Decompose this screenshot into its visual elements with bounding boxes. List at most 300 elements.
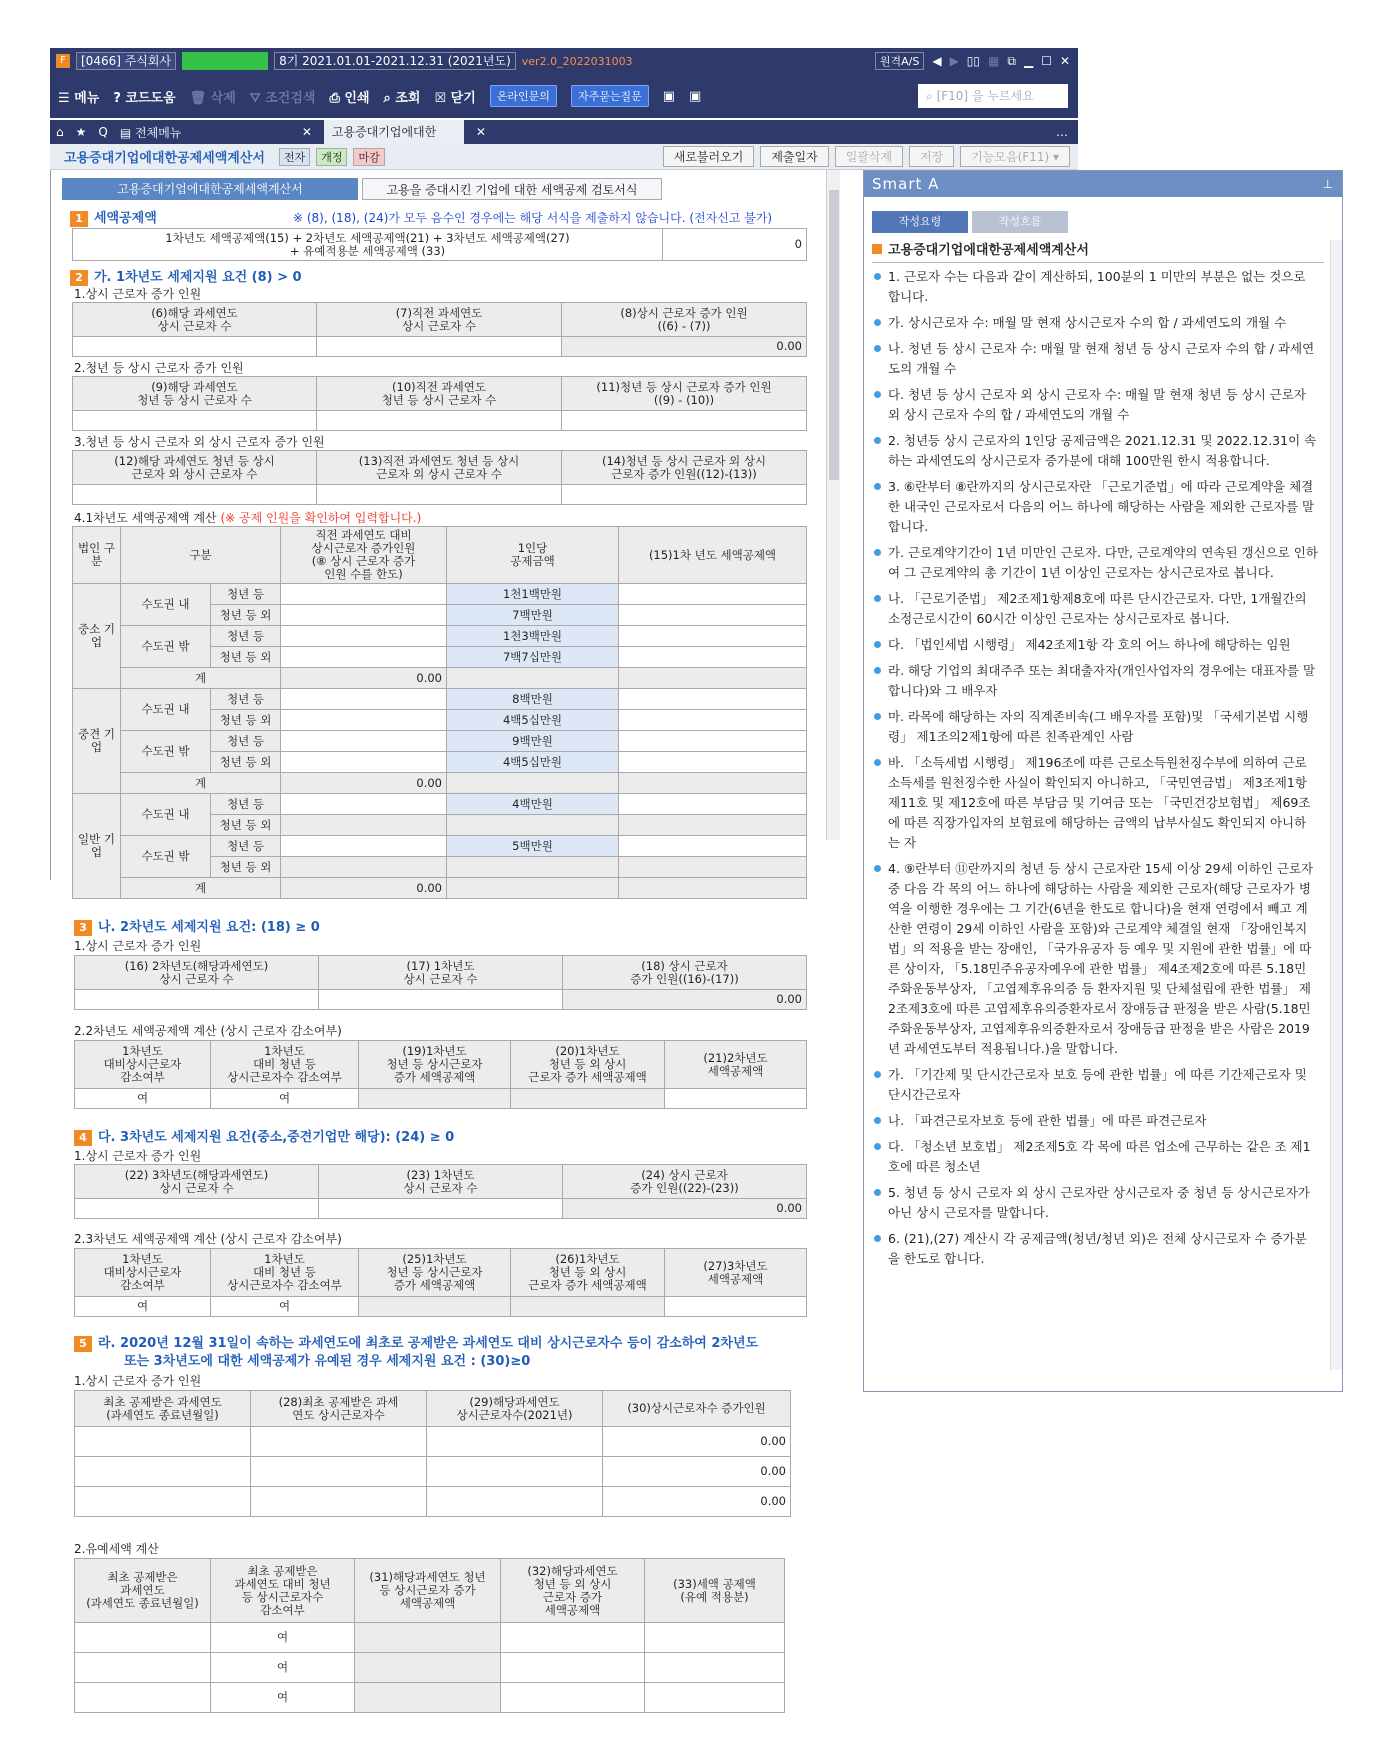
- sec4-number: 4: [74, 1130, 92, 1146]
- h9-line2: 청년 등 상시 근로자 수: [137, 392, 252, 407]
- c19: [359, 1041, 511, 1089]
- c27: [665, 1249, 807, 1297]
- mid-in-nonyouth-credit: [619, 710, 807, 731]
- c25-l1: (25)1차년도: [402, 1252, 467, 1266]
- h29-l1: (29)해당과세연도: [469, 1394, 560, 1409]
- bullet-dot-icon: [874, 549, 881, 556]
- h22: [75, 1165, 319, 1199]
- credit-table: [72, 526, 807, 899]
- h8: [562, 303, 807, 337]
- sec2-table1: [72, 302, 807, 357]
- h28-l2: 연도 상시근로자수: [292, 1407, 385, 1422]
- v30-2: 0.00: [603, 1457, 791, 1487]
- h14: [562, 451, 807, 485]
- smart-item: [872, 753, 1318, 853]
- smart-item: [872, 431, 1318, 471]
- v29-2[interactable]: [427, 1457, 603, 1487]
- close-label: 닫기: [450, 90, 476, 106]
- sec2-sub1: 1.상시 근로자 증가 인원: [74, 287, 202, 301]
- sme-total: 계: [121, 668, 281, 689]
- h12: [73, 451, 317, 485]
- smart-item: [872, 267, 1318, 307]
- gen-out-nonyouth-count: [281, 857, 447, 878]
- smart-title-text: 고용증대기업에대한공제세액계산서: [888, 243, 1089, 258]
- sec3-number: 3: [74, 920, 92, 936]
- minimize-icon[interactable]: ▁: [1023, 54, 1034, 68]
- gen-out-youth-count[interactable]: [281, 836, 447, 857]
- bullet-dot-icon: [874, 391, 881, 398]
- sme-total-count: 0.00: [281, 668, 447, 689]
- form-subtabs: [62, 178, 762, 200]
- v8: 0.00: [562, 337, 807, 357]
- mid-in-nonyouth-amount: 4백5십만원: [447, 710, 619, 731]
- bullet-dot-icon: [874, 641, 881, 648]
- search-icon: ⌕: [926, 89, 933, 103]
- th-prev-l4: 인원 수를 한도): [324, 567, 403, 581]
- online-inquiry-button[interactable]: 온라인문의: [490, 85, 557, 107]
- d1-l1: 1차년도: [122, 1252, 163, 1266]
- h14-line1: (14)청년 등 상시 근로자 외 상시: [601, 453, 767, 468]
- smart-header: [864, 171, 1342, 197]
- smart-item: [872, 635, 1318, 655]
- star-icon[interactable]: ★: [75, 125, 87, 139]
- sec4-table1: [74, 1164, 807, 1219]
- v25: [359, 1297, 511, 1317]
- first-year-1[interactable]: [75, 1427, 251, 1457]
- v33-3: [645, 1683, 785, 1713]
- gen-out-nonyouth-credit: [619, 857, 807, 878]
- h13-line1: (13)직전 과세연도 청년 등 상시: [358, 453, 520, 468]
- h29-l2: 상시근로자수(2021년): [456, 1407, 573, 1422]
- v6-input[interactable]: [73, 337, 317, 357]
- v31-3: [355, 1683, 501, 1713]
- question-icon: ?: [113, 90, 121, 106]
- h16-l2: 상시 근로자 수: [159, 971, 234, 986]
- search-input[interactable]: [918, 84, 1068, 108]
- sme-total-credit: [619, 668, 807, 689]
- bullet-dot-icon: [874, 713, 881, 720]
- maximize-icon[interactable]: ☐: [1041, 54, 1052, 68]
- close-button[interactable]: [434, 87, 475, 106]
- h28: [251, 1391, 427, 1427]
- sme-out-youth-count[interactable]: [281, 626, 447, 647]
- defer-year-3[interactable]: [75, 1683, 211, 1713]
- sme-in-nonyouth-count[interactable]: [281, 605, 447, 626]
- sec4-heading: [74, 1126, 454, 1146]
- c26-l2: 청년 등 외 상시: [548, 1265, 627, 1279]
- sec5-sub2: 2.유예세액 계산: [74, 1542, 159, 1556]
- sec5-table1: [74, 1390, 791, 1517]
- c26-l3: 근로자 증가 세액공제액: [528, 1278, 647, 1292]
- smart-item: [872, 589, 1318, 629]
- more-icon[interactable]: …: [1056, 125, 1068, 139]
- smart-item-text: 나. 「근로기준법」 제2조제1항제8호에 따른 단시간근로자. 다만, 1개월간의 소정근로시간이 60시간 이상인 근로자는 상시근로자로 봅니다.: [888, 591, 1307, 626]
- gen-total: 계: [121, 878, 281, 899]
- defer-decrease-1[interactable]: 여: [211, 1623, 355, 1653]
- h11-line1: (11)청년 등 상시 근로자 증가 인원: [596, 379, 772, 394]
- g32: [501, 1559, 645, 1623]
- smart-tabs: [872, 211, 1068, 233]
- sec1-formula-line2: + 유예적용분 세액공제액 (33): [289, 243, 446, 258]
- v31-1: [355, 1623, 501, 1653]
- bullet-dot-icon: [874, 345, 881, 352]
- search-small-icon[interactable]: Q: [98, 125, 108, 139]
- sec1-formula-line1: 1차년도 세액공제액(15) + 2차년도 세액공제액(21) + 3차년도 세액공제액(27): [165, 230, 570, 245]
- lookup-button[interactable]: [384, 87, 421, 106]
- h23-l1: (23) 1차년도: [406, 1167, 475, 1182]
- v32-1: [501, 1623, 645, 1653]
- c2-l2: 대비 청년 등: [253, 1057, 316, 1071]
- v26: [511, 1297, 665, 1317]
- sec3-decrease1[interactable]: 여: [75, 1089, 211, 1109]
- h13-line2: 근로자 외 상시 근로자 수: [376, 466, 502, 481]
- mid-total-amount: [447, 773, 619, 794]
- sec2-heading: [70, 266, 302, 286]
- sec3-title: 나. 2차년도 세제지원 요건: (18) ≥ 0: [98, 920, 320, 935]
- h22-l1: (22) 3차년도(해당과세연도): [124, 1167, 269, 1182]
- gen-in-youth-credit: [619, 794, 807, 815]
- d1-l2: 대비상시근로자: [103, 1265, 182, 1279]
- c1: [75, 1041, 211, 1089]
- h6-line1: (6)해당 과세연도: [151, 305, 238, 320]
- smart-tab-guide[interactable]: 작성요령: [872, 211, 968, 233]
- smart-scrollbar[interactable]: [1330, 240, 1342, 1370]
- remote-support-button[interactable]: 원격A/S: [875, 52, 924, 70]
- first-year-3[interactable]: [75, 1487, 251, 1517]
- bulk-delete-button[interactable]: 일괄삭제: [835, 146, 903, 167]
- v7-input[interactable]: [317, 337, 562, 357]
- smart-item-text: 1. 근로자 수는 다음과 같이 계산하되, 100분의 1 미만의 부분은 없는 것으로 합니다.: [888, 269, 1306, 304]
- smart-item: [872, 707, 1318, 747]
- g31-l2: 등 상시근로자 증가: [379, 1583, 476, 1597]
- smart-title: [872, 239, 1324, 263]
- g1-l2: 과세연도: [120, 1583, 165, 1597]
- sec4-title: 다. 3차년도 세제지원 요건(중소,중견기업만 해당): (24) ≥ 0: [98, 1130, 455, 1145]
- v29-3[interactable]: [427, 1487, 603, 1517]
- h8-line2: ((6) - (7)): [657, 318, 711, 333]
- mid-in-youth-credit: [619, 689, 807, 710]
- sme-out-nonyouth-count[interactable]: [281, 647, 447, 668]
- delete-button[interactable]: [190, 87, 236, 106]
- bullet-dot-icon: [874, 437, 881, 444]
- smart-tab-flow[interactable]: 작성흐름: [972, 211, 1068, 233]
- code-help-button[interactable]: [113, 87, 175, 106]
- sme-out-nonyouth-credit: [619, 647, 807, 668]
- mid-total-count: 0.00: [281, 773, 447, 794]
- tab-active-close-icon[interactable]: ✕: [475, 125, 486, 139]
- v33-1: [645, 1623, 785, 1653]
- th-corp: 법인 구분: [73, 527, 121, 584]
- bullet-dot-icon: [874, 865, 881, 872]
- bullet-square-icon: [872, 244, 882, 254]
- tag-revised: 개정: [316, 148, 347, 166]
- bullet-dot-icon: [874, 667, 881, 674]
- mid-in-youth-amount: 8백만원: [447, 689, 619, 710]
- function-menu-button[interactable]: 기능모음(F11) ▾: [960, 146, 1070, 167]
- gen-in-nonyouth: 청년 등 외: [211, 815, 281, 836]
- gen-in-youth-count[interactable]: [281, 794, 447, 815]
- search-placeholder: [F10] 을 누르세요: [936, 89, 1034, 103]
- v32-2: [501, 1653, 645, 1683]
- close-window-icon[interactable]: ✕: [1059, 54, 1070, 68]
- g32-l1: (32)해당과세연도: [527, 1563, 618, 1578]
- gen-in-nonyouth-credit: [619, 815, 807, 836]
- sec2-sub4-label: 4.1차년도 세액공제액 계산: [74, 511, 217, 525]
- subtab-calc[interactable]: 고용증대기업에대한공제세액계산서: [62, 178, 358, 200]
- g1: [75, 1559, 211, 1623]
- sme-out-youth: 청년 등: [211, 626, 281, 647]
- sec1-value[interactable]: 0: [663, 229, 807, 261]
- save-button[interactable]: 저장: [909, 146, 954, 167]
- pin-icon[interactable]: ⊥: [1322, 177, 1334, 191]
- th-15: (15)1차 년도 세액공제액: [619, 527, 807, 584]
- th-per-l1: 1인당: [517, 541, 548, 555]
- mid-in-nonyouth-count[interactable]: [281, 710, 447, 731]
- gen-in-nonyouth-amount: [447, 815, 619, 836]
- sec1-note: ※ (8), (18), (24)가 모두 음수인 경우에는 해당 서식을 제출하지 않습니다. (전자신고 불가): [293, 211, 773, 225]
- smart-item-text: 가. 「기간제 및 단시간근로자 보호 등에 관한 법률」에 따른 기간제근로자 및 단시간근로자: [888, 1067, 1307, 1102]
- form-scrollbar[interactable]: [826, 170, 840, 840]
- bullet-dot-icon: [874, 319, 881, 326]
- c1-l1: 1차년도: [122, 1044, 163, 1058]
- hamburger-icon: ☰: [58, 90, 70, 106]
- print-button[interactable]: [329, 87, 369, 106]
- tab-all-menu[interactable]: [120, 124, 290, 141]
- sme-in-youth-amount: 1천1백만원: [447, 584, 619, 605]
- h16-l1: (16) 2차년도(해당과세연도): [124, 958, 269, 973]
- v19: [359, 1089, 511, 1109]
- sec4-decrease2[interactable]: 여: [211, 1297, 359, 1317]
- mid-out-nonyouth-credit: [619, 752, 807, 773]
- defer-decrease-3[interactable]: 여: [211, 1683, 355, 1713]
- mid-in-youth: 청년 등: [211, 689, 281, 710]
- smart-item-text: 4. ⑨란부터 ⑪란까지의 청년 등 상시 근로자란 15세 이상 29세 이하인 근로자 중 다음 각 목의 어느 하나에 해당하는 사람을 제외한 근로자(해당 근로자가 병역을 이행한 경우에는 그 기간(6년을 한도로 합니다)을 현재 연령에서 빼고 계산한 연령이 29세 이하인 사람을 포함)와 근로계약 체결일 현재 「장애인복지법」의 적용을 받는 장애인, 「국가유공자 등 예우 및 지원에 관한 법률」에 따른 상이자, 「5.18민주유공자예우에 관한 법률」 제4조제2호에 따른 5.18민주화운동부상자, 「고엽제후유의증 등 환자지원 및 단체설립에 관한 법률」 제2조제3호에 따른 고엽제후유의증환자로서 장애등급 판정을 받은 사람(5.18민주화운동부상자, 고엽제후유의증환자로서 장애등급 판정을 받은 사람은 2019년 과세연도부터 적용됩니다.)을 말합니다.: [888, 861, 1314, 1056]
- v28-3[interactable]: [251, 1487, 427, 1517]
- smart-item-text: 6. (21),(27) 계산시 각 공제금액(청년/청년 외)은 전체 상시근로자 수 증가분을 한도로 합니다.: [888, 1231, 1307, 1266]
- sec2-number: 2: [70, 270, 88, 286]
- sme-metro-in: 수도권 내: [121, 584, 211, 626]
- sec3-sub2: 2.2차년도 세액공제액 계산 (상시 근로자 감소여부): [74, 1024, 342, 1038]
- smart-panel: [863, 170, 1343, 1392]
- first-year-2[interactable]: [75, 1457, 251, 1487]
- c19-l1: (19)1차년도: [402, 1044, 467, 1058]
- e1-l1: 최초 공제받은 과세연도: [103, 1394, 222, 1409]
- h10-line2: 청년 등 상시 근로자 수: [381, 392, 497, 407]
- sec3-decrease2[interactable]: 여: [211, 1089, 359, 1109]
- sec2-sub4-note: (※ 공제 인원을 확인하여 입력합니다.): [220, 511, 422, 525]
- reload-button[interactable]: 새로불러오기: [663, 146, 755, 167]
- c20-l3: 근로자 증가 세액공제액: [528, 1070, 647, 1084]
- smart-item-text: 나. 청년 등 상시 근로자 수: 매월 말 현재 청년 등 상시 근로자 수의 합 / 과세연도의 개월 수: [888, 341, 1315, 376]
- tab-close-icon[interactable]: ✕: [301, 125, 312, 139]
- gen-metro-out: 수도권 밖: [121, 836, 211, 878]
- g33-l2: (유예 적용분): [680, 1589, 749, 1604]
- sec1-title: 세액공제액: [94, 211, 157, 226]
- v33-2: [645, 1653, 785, 1683]
- subtab-review[interactable]: 고용을 증대시킨 기업에 대한 세액공제 검토서식: [362, 178, 662, 200]
- v28-1[interactable]: [251, 1427, 427, 1457]
- company-name-bar: [182, 52, 268, 70]
- gen-out-youth-amount: 5백만원: [447, 836, 619, 857]
- smart-item-text: 가. 근로계약기간이 1년 미만인 근로자. 다만, 근로계약의 연속된 갱신으로 인하여 그 근로계약의 총 기간이 1년 이상인 근로자는 상시근로자로 봅니다.: [888, 545, 1318, 580]
- g2-l1: 최초 공제받은: [247, 1563, 318, 1578]
- home-icon[interactable]: ⌂: [56, 125, 64, 139]
- bullet-dot-icon: [874, 483, 881, 490]
- h12-line2: 근로자 외 상시 근로자 수: [131, 466, 258, 481]
- bullet-dot-icon: [874, 1071, 881, 1078]
- h28-l1: (28)최초 공제받은 과세: [278, 1394, 399, 1409]
- smart-item: [872, 339, 1318, 379]
- h11: [562, 377, 807, 411]
- h7-line2: 상시 근로자 수: [402, 318, 476, 333]
- company-code[interactable]: [0466] 주식회사: [76, 52, 176, 70]
- mid-metro-in: 수도권 내: [121, 689, 211, 731]
- back-arrow-icon[interactable]: ◀: [932, 54, 942, 68]
- submit-date-button[interactable]: 제출일자: [760, 146, 828, 167]
- v10-input[interactable]: [317, 411, 562, 431]
- th-prev-l1: 직전 과세연도 대비: [315, 528, 412, 542]
- v22-input[interactable]: [75, 1199, 319, 1219]
- list-icon: ▤: [119, 125, 132, 140]
- th-prev-l2: 상시근로자 증가인원: [311, 541, 416, 555]
- smart-item-text: 다. 청년 등 상시 근로자 외 상시 근로자 수: 매월 말 현재 청년 등 상시 근로자 외 상시 근로자 수의 합 / 과세연도의 개월 수: [888, 387, 1306, 422]
- smart-item: [872, 477, 1318, 537]
- g2-l4: 감소여부: [260, 1602, 305, 1617]
- sme-out-nonyouth: 청년 등 외: [211, 647, 281, 668]
- bullet-dot-icon: [874, 595, 881, 602]
- row-gen: 일반 기업: [73, 794, 121, 899]
- layout1-icon[interactable]: ▣: [662, 88, 675, 104]
- sec4-sub1: 1.상시 근로자 증가 인원: [74, 1149, 202, 1163]
- smart-item-text: 다. 「법인세법 시행령」 제42조제1항 각 호의 어느 하나에 해당하는 임원: [888, 637, 1291, 652]
- grid-icon[interactable]: ▦: [988, 54, 1000, 68]
- sec5-heading: [74, 1332, 758, 1352]
- c26: [511, 1249, 665, 1297]
- mid-out-youth-credit: [619, 731, 807, 752]
- smart-item: [872, 1065, 1318, 1105]
- smart-item-text: 3. ⑥란부터 ⑧란까지의 상시근로자란 「근로기준법」에 따라 근로계약을 체결한 내국인 근로자로서 다음의 어느 하나에 해당하는 사람을 제외한 근로자를 말합니다.: [888, 479, 1315, 534]
- forward-arrow-icon[interactable]: ▶: [949, 54, 959, 68]
- v29-1[interactable]: [427, 1427, 603, 1457]
- mid-out-youth-amount: 9백만원: [447, 731, 619, 752]
- h12-line1: (12)해당 과세연도 청년 등 상시: [114, 453, 275, 468]
- th-kind: 구분: [121, 527, 281, 584]
- sme-in-youth: 청년 등: [211, 584, 281, 605]
- smart-item: [872, 1229, 1318, 1269]
- sec2-sub2: 2.청년 등 상시 근로자 증가 인원: [74, 361, 244, 375]
- h17: [319, 956, 563, 990]
- g1-l3: (과세연도 종료년월일): [86, 1596, 199, 1610]
- smart-item-text: 바. 「소득세법 시행령」 제196조에 따른 근로소득원천징수부에 의하여 근로소득세를 원천징수한 사실이 확인되지 아니하고, 「국민연금법」 제3조제1항제11호 및 제12호에 따른 부담금 및 기여금 또는 「국민건강보험법」 제69조에 따른 직장가입자의 보험료에 해당하는 금액의 납부사실도 확인되지 아니하는 자: [888, 755, 1311, 850]
- sec1-heading: [70, 207, 157, 227]
- defer-year-1[interactable]: [75, 1623, 211, 1653]
- defer-year-2[interactable]: [75, 1653, 211, 1683]
- g33-l1: (33)세액 공제액: [673, 1576, 756, 1591]
- h6: [73, 303, 317, 337]
- h10-line1: (10)직전 과세연도: [392, 379, 486, 394]
- sec3-sub1: 1.상시 근로자 증가 인원: [74, 939, 202, 953]
- fiscal-period[interactable]: 8기 2021.01.01-2021.12.31 (2021년도): [274, 52, 516, 70]
- filter-button[interactable]: [250, 87, 316, 106]
- h7: [317, 303, 562, 337]
- v17-input[interactable]: [319, 990, 563, 1010]
- v23-input[interactable]: [319, 1199, 563, 1219]
- printer-icon: ⎙: [329, 90, 340, 106]
- d2-l3: 상시근로자수 감소여부: [227, 1278, 342, 1292]
- mid-in-youth-count[interactable]: [281, 689, 447, 710]
- h9: [73, 377, 317, 411]
- sme-in-nonyouth-amount: 7백만원: [447, 605, 619, 626]
- sec2-table3: [72, 450, 807, 505]
- mid-total-credit: [619, 773, 807, 794]
- sec2-sub4: [74, 509, 421, 526]
- filter-icon: ⛛: [249, 90, 261, 106]
- sme-in-youth-count[interactable]: [281, 584, 447, 605]
- window-icon[interactable]: ⧉: [1007, 53, 1016, 68]
- v11: [562, 411, 807, 431]
- h30: (30)상시근로자수 증가인원: [603, 1391, 791, 1427]
- smart-item: [872, 1111, 1318, 1131]
- row-mid: 중견 기업: [73, 689, 121, 794]
- e1-l2: (과세연도 종료년월일): [106, 1407, 219, 1422]
- bullet-dot-icon: [874, 1189, 881, 1196]
- c20-l2: 청년 등 외 상시: [548, 1057, 627, 1071]
- v28-2[interactable]: [251, 1457, 427, 1487]
- c19-l2: 청년 등 상시근로자: [386, 1057, 483, 1071]
- defer-decrease-2[interactable]: 여: [211, 1653, 355, 1683]
- code-help-label: 코드도움: [125, 90, 176, 106]
- faq-button[interactable]: 자주묻는질문: [571, 85, 649, 107]
- v16-input[interactable]: [75, 990, 319, 1010]
- g2: [211, 1559, 355, 1623]
- menu-button[interactable]: [58, 87, 99, 106]
- sec4-table2: [74, 1248, 807, 1317]
- h23-l2: 상시 근로자 수: [403, 1180, 478, 1195]
- form-title: 고용증대기업에대한공제세액계산서: [64, 151, 265, 166]
- layout2-icon[interactable]: ▣: [689, 88, 702, 104]
- v13-input[interactable]: [317, 485, 562, 505]
- title-bar: [50, 48, 1078, 74]
- sec4-decrease1[interactable]: 여: [75, 1297, 211, 1317]
- c21: [665, 1041, 807, 1089]
- gen-out-nonyouth: 청년 등 외: [211, 857, 281, 878]
- h29: [427, 1391, 603, 1427]
- c20-l1: (20)1차년도: [555, 1044, 620, 1058]
- smart-item: [872, 1183, 1318, 1223]
- c25: [359, 1249, 511, 1297]
- book-icon[interactable]: ▯▯: [966, 54, 981, 68]
- th-per: [447, 527, 619, 584]
- mid-out-nonyouth-count[interactable]: [281, 752, 447, 773]
- mid-metro-out: 수도권 밖: [121, 731, 211, 773]
- tag-electronic: 전자: [279, 148, 310, 166]
- smart-item-text: 마. 라목에 해당하는 자의 직계존비속(그 배우자를 포함)및 「국세기본법 시행령」 제1조의2제1항에 따른 친족관계인 사람: [888, 709, 1309, 744]
- scroll-thumb[interactable]: [829, 190, 839, 480]
- sme-out-nonyouth-amount: 7백7십만원: [447, 647, 619, 668]
- v32-3: [501, 1683, 645, 1713]
- v18: 0.00: [563, 990, 807, 1010]
- mid-out-youth-count[interactable]: [281, 731, 447, 752]
- tab-active[interactable]: 고용증대기업에대한: [324, 120, 464, 144]
- v12-input[interactable]: [73, 485, 317, 505]
- c2: [211, 1041, 359, 1089]
- tag-closed: 마감: [353, 148, 384, 166]
- lookup-label: 조회: [395, 90, 421, 106]
- form-header: [50, 144, 1078, 170]
- version-label: ver2.0_2022031003: [521, 54, 633, 68]
- g2-l2: 과세연도 대비 청년: [234, 1576, 331, 1591]
- v9-input[interactable]: [73, 411, 317, 431]
